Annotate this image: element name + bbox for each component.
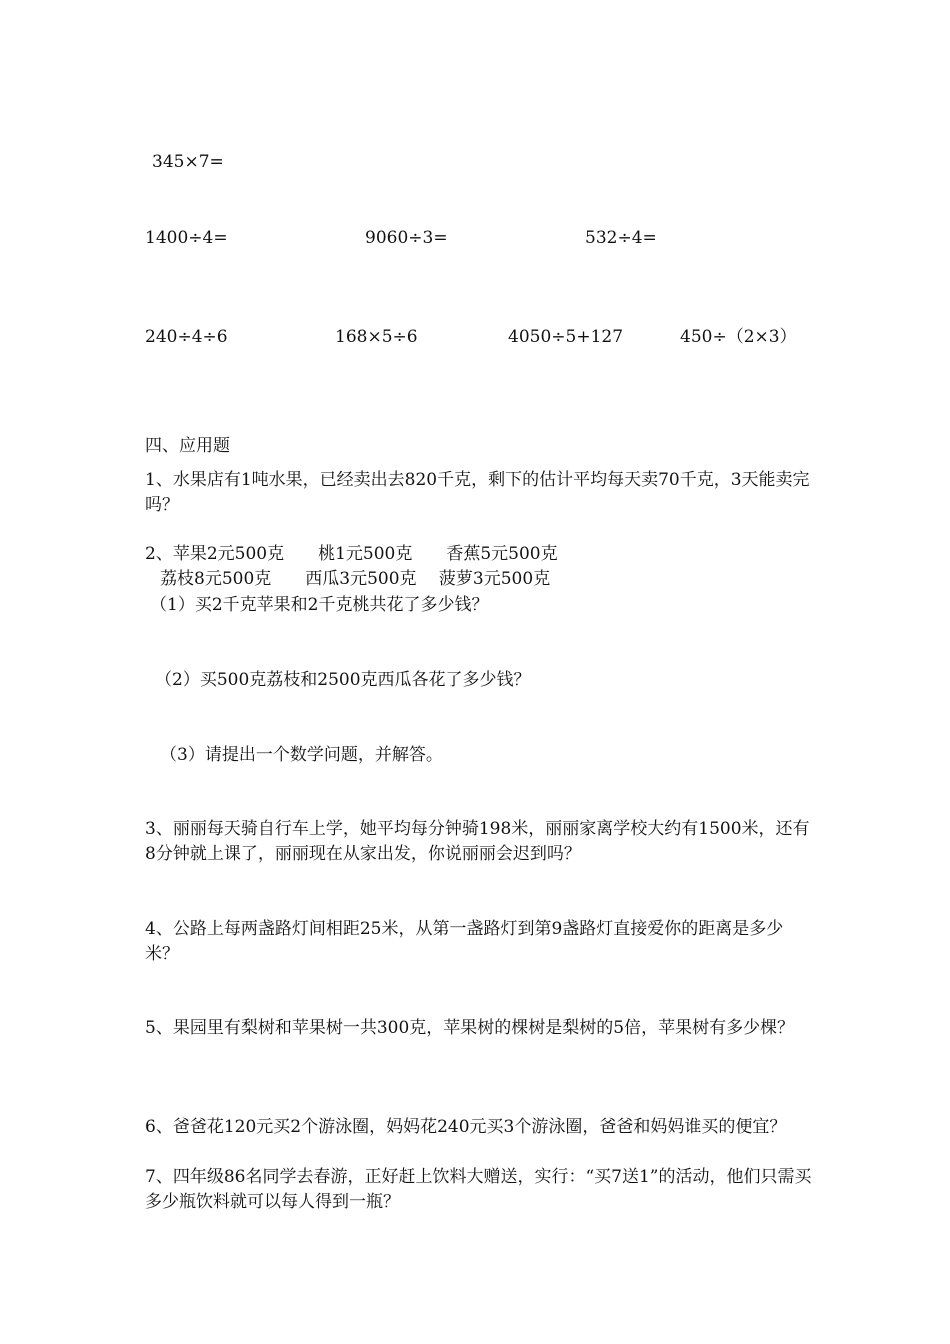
question-2-prices-line2: 荔枝8元500克 西瓜3元500克 菠萝3元500克	[160, 569, 551, 589]
calc-240div4div6: 240÷4÷6	[145, 327, 228, 347]
question-7: 7、四年级86名同学去春游，正好赶上饮料大赠送，实行：“买7送1”的活动，他们只需买多少瓶饮料就可以每人得到一瓶？	[145, 1167, 812, 1212]
question-3: 3、丽丽每天骑自行车上学，她平均每分钟骑198米，丽丽家离学校大约有1500米，还有8分钟就上课了，丽丽现在从家出发，你说丽丽会迟到吗？	[145, 819, 810, 864]
calc-345x7: 345×7=	[152, 152, 224, 172]
calc-532div4: 532÷4=	[585, 228, 657, 248]
question-1: 1、水果店有1吨水果，已经卖出去820千克，剩下的估计平均每天卖70千克，3天能卖完吗？	[145, 470, 810, 515]
calc-4050div5plus127: 4050÷5+127	[508, 327, 624, 347]
calc-450div-2x3: 450÷（2×3）	[680, 327, 797, 347]
question-2-sub2: （2）买500克荔枝和2500克西瓜各花了多少钱？	[155, 670, 531, 690]
question-2-sub1: （1）买2千克苹果和2千克桃共花了多少钱？	[150, 595, 489, 615]
calc-9060div3: 9060÷3=	[365, 228, 448, 248]
calc-1400div4: 1400÷4=	[145, 228, 228, 248]
question-4: 4、公路上每两盏路灯间相距25米，从第一盏路灯到第9盏路灯直接爱你的距离是多少米？	[145, 919, 784, 964]
question-6: 6、爸爸花120元买2个游泳圈，妈妈花240元买3个游泳圈，爸爸和妈妈谁买的便宜？	[145, 1117, 787, 1137]
question-2-sub3: （3）请提出一个数学问题，并解答。	[160, 745, 443, 765]
question-2-prices-line1: 2、苹果2元500克 桃1元500克 香蕉5元500克	[145, 544, 558, 564]
question-5: 5、果园里有梨树和苹果树一共300克，苹果树的棵树是梨树的5倍，苹果树有多少棵？	[145, 1018, 795, 1038]
section-title: 四、应用题	[145, 436, 230, 456]
calc-168x5div6: 168×5÷6	[335, 327, 418, 347]
